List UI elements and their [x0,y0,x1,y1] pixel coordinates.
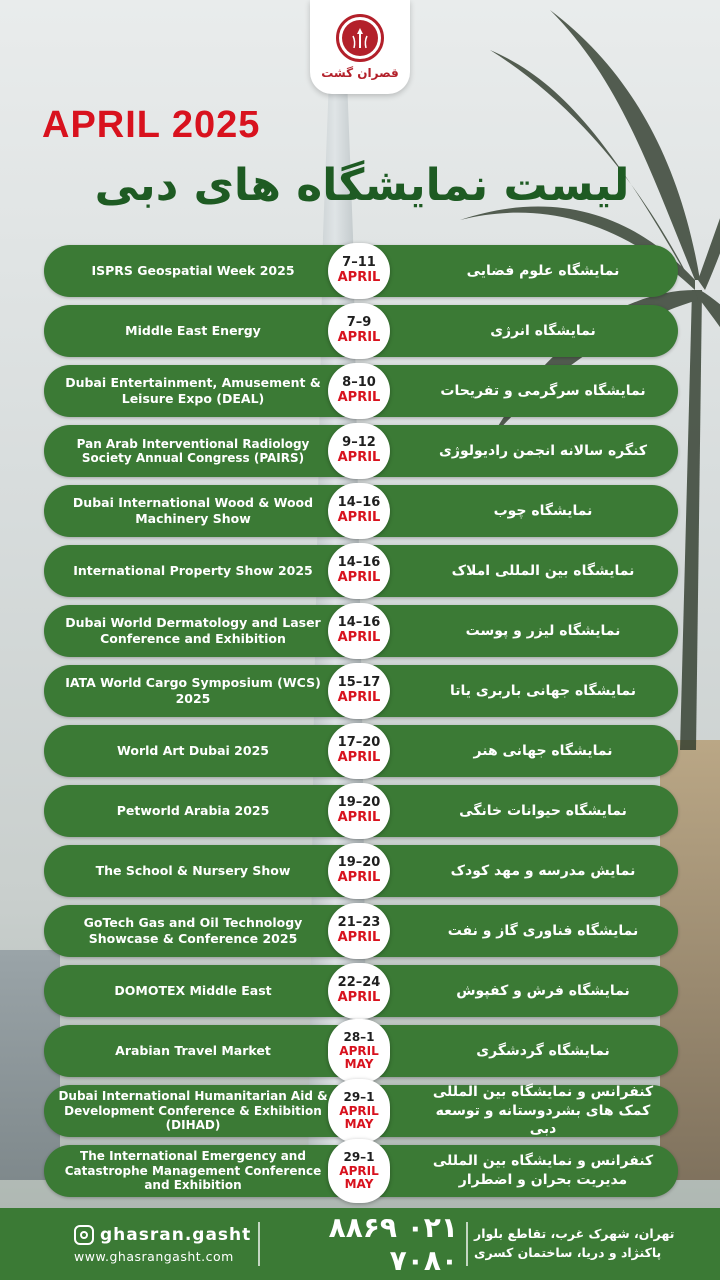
event-days: 28–1 [343,1029,375,1044]
event-month: APRIL [339,1103,379,1118]
logo-figure-icon [349,26,371,50]
event-name-english: Dubai International Wood & Wood Machinery Show [72,494,314,526]
event-name-persian: نمایشگاه لیزر و پوست [465,622,621,639]
event-name-persian: نمایش مدرسه و مهد کودک [450,862,636,879]
event-date-badge [328,423,390,479]
event-days: 9–12 [342,435,376,451]
event-name-persian: نمایشگاه چوب [493,502,593,519]
event-date-badge [328,1079,390,1143]
event-month: APRIL [337,930,381,946]
event-days: 21–23 [337,915,381,931]
event-month: APRIL [339,1043,379,1058]
event-name-persian: نمایشگاه گردشگری [476,1042,610,1059]
event-days: 7–11 [342,255,376,271]
footer-divider [258,1222,260,1266]
footer-bar [0,1208,720,1280]
event-month: APRIL [337,570,381,586]
event-name-persian: نمایشگاه سرگرمی و تفریحات [440,382,646,399]
footer-divider [466,1222,468,1266]
event-date-badge [328,783,390,839]
event-month: APRIL [337,750,381,766]
event-name-english: DOMOTEX Middle East [114,982,272,998]
brand-logo [310,0,410,94]
event-name-persian: کنگره سالانه انجمن رادیولوژی [439,442,647,459]
event-date-badge [328,663,390,719]
event-days: 8–10 [342,375,376,391]
event-name-persian: نمایشگاه علوم فضایی [466,262,620,279]
event-row [44,485,678,537]
event-date-badge [328,243,390,299]
event-date-badge [328,903,390,959]
event-month: MAY [344,1056,374,1071]
event-date-badge [328,1019,390,1083]
event-date-badge [328,543,390,599]
event-name-english: Arabian Travel Market [115,1042,271,1058]
event-row [44,1085,678,1137]
instagram-icon [74,1225,94,1245]
event-row [44,965,678,1017]
event-month: APRIL [337,990,381,1006]
event-month: APRIL [337,630,381,646]
event-name-persian: نمایشگاه فناوری گاز و نفت [447,922,639,939]
footer-contact-online [74,1208,251,1280]
instagram-handle: ghasran.gasht [100,1224,252,1245]
event-name-persian: نمایشگاه بین المللی املاک [451,562,635,579]
event-days: 29–1 [343,1089,375,1104]
event-row [44,605,678,657]
event-row [44,785,678,837]
event-date-badge [328,1139,390,1203]
event-month: APRIL [337,810,381,826]
event-name-persian: نمایشگاه جهانی باربری یاتا [449,682,637,699]
event-month: APRIL [337,510,381,526]
event-days: 15–17 [337,675,381,691]
event-days: 19–20 [337,795,381,811]
event-name-english: International Property Show 2025 [73,562,313,578]
event-month: MAY [344,1176,374,1191]
event-name-english: GoTech Gas and Oil Technology Showcase & Conference 2025 [83,914,303,946]
month-heading: APRIL 2025 [42,104,261,146]
event-name-persian: کنفرانس و نمایشگاه بین المللی کمک های بشردوستانه و توسعه دبی [432,1083,654,1138]
page-title: لیست نمایشگاه های دبی [94,160,630,211]
event-days: 29–1 [343,1149,375,1164]
event-name-english: Dubai International Humanitarian Aid & Development Conference & Exhibition (DIHAD) [58,1089,328,1133]
event-name-english: ISPRS Geospatial Week 2025 [91,262,295,278]
instagram-link[interactable] [74,1225,251,1245]
event-row [44,905,678,957]
event-name-persian: نمایشگاه فرش و کفپوش [456,982,630,999]
event-month: APRIL [337,330,381,346]
event-row [44,365,678,417]
event-row [44,665,678,717]
event-days: 22–24 [337,975,381,991]
event-row [44,1145,678,1197]
event-days: 19–20 [337,855,381,871]
event-name-english: IATA World Cargo Symposium (WCS) 2025 [65,674,321,706]
event-row [44,725,678,777]
event-date-badge [328,963,390,1019]
event-month: MAY [344,1116,374,1131]
event-name-persian: نمایشگاه انرژی [490,322,596,339]
event-name-persian: نمایشگاه جهانی هنر [473,742,613,759]
event-name-english: Dubai World Dermatology and Laser Conference and Exhibition [65,614,321,646]
event-row [44,1025,678,1077]
event-date-badge [328,723,390,779]
event-name-english: World Art Dubai 2025 [117,742,269,758]
event-days: 17–20 [337,735,381,751]
event-name-persian: کنفرانس و نمایشگاه بین المللی مدیریت بحران و اضطرار [432,1153,654,1188]
address-line-2: پاکنژاد و دریا، ساختمان کسری [474,1245,662,1260]
event-month: APRIL [337,450,381,466]
event-month: APRIL [337,390,381,406]
event-row [44,305,678,357]
event-name-english: Pan Arab Interventional Radiology Society Annual Congress (PAIRS) [76,436,310,465]
event-days: 14–16 [337,615,381,631]
event-row [44,245,678,297]
event-month: APRIL [337,870,381,886]
event-month: APRIL [337,270,381,286]
address-line-1: تهران، شهرک غرب، تقاطع بلوار [474,1226,675,1242]
event-row [44,845,678,897]
event-date-badge [328,843,390,899]
event-days: 14–16 [337,555,381,571]
event-row [44,545,678,597]
phone-number[interactable]: ۰۲۱ ۸۸۶۹ ۷۰۸۰ [328,1211,458,1277]
event-name-english: Middle East Energy [125,322,261,338]
event-name-english: Petworld Arabia 2025 [116,802,270,818]
event-row [44,425,678,477]
address [474,1208,694,1280]
event-name-english: Dubai Entertainment, Amusement & Leisure Expo (DEAL) [65,374,321,406]
event-date-badge [328,603,390,659]
logo-emblem-icon [336,14,384,62]
event-name-english: The School & Nursery Show [95,862,291,878]
event-month: APRIL [339,1163,379,1178]
event-name-persian: نمایشگاه حیوانات خانگی [459,802,627,819]
website-link[interactable]: www.ghasrangasht.com [74,1248,234,1264]
event-days: 14–16 [337,495,381,511]
event-name-english: The International Emergency and Catastrophe Management Conference and Exhibition [64,1149,322,1193]
event-month: APRIL [337,690,381,706]
brand-name: قصران گشت [321,66,399,80]
event-date-badge [328,483,390,539]
event-date-badge [328,363,390,419]
event-days: 7–9 [346,315,372,331]
event-date-badge [328,303,390,359]
